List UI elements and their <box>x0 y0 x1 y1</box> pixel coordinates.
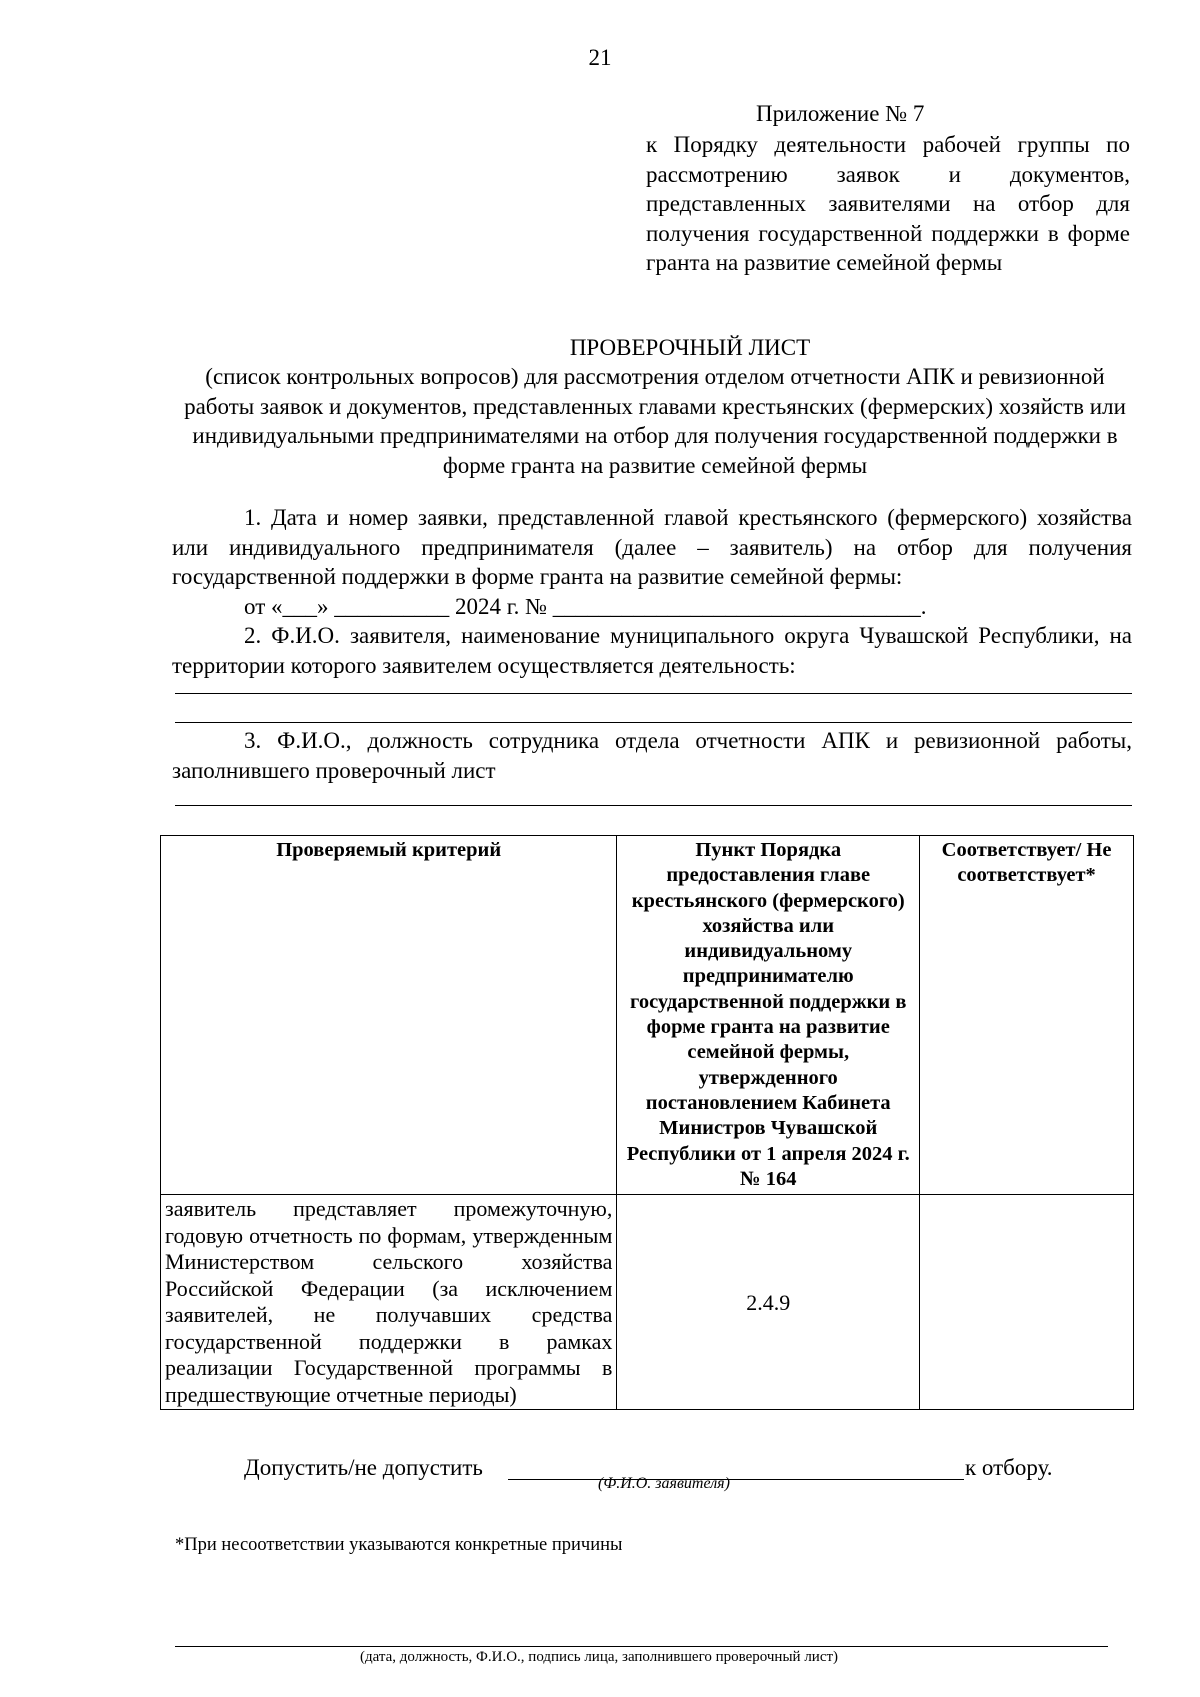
appendix-title: Приложение № 7 <box>756 101 925 126</box>
decision-applicant-line[interactable] <box>508 1479 964 1480</box>
item-2-answer-line-1[interactable] <box>175 693 1132 694</box>
appendix-body: к Порядку деятельности рабочей группы по рассмотрению заявок и документов, представленных заявителями на отбор для получения государственной поддержки в форме гранта на развитие семейной фермы <box>646 132 1130 275</box>
table-row <box>161 1195 1134 1410</box>
criterion-cell: заявитель представляет промежуточную, годовую отчетность по формам, утвержденным Министерством сельского хозяйства Российской Федерации (за исключением заявителей, не получавших средства государственной поддержки в рамках реализации Государственной программы в предшествующие отчетные периоды) <box>161 1195 617 1410</box>
footnote: *При несоответствии указываются конкретные причины <box>175 1535 623 1555</box>
item-2-answer-line-2[interactable] <box>175 722 1132 723</box>
document-title: ПРОВЕРОЧНЫЙ ЛИСТ <box>569 335 811 360</box>
header-procedure-point: Пункт Порядка предоставления главе крестьянского (фермерского) хозяйства или индивидуальному предпринимателю государственной поддержки в форме гранта на развитие семейной фермы, утвержденного постановлением Кабинета Министров Чувашской Республики от 1 апреля 2024 г. № 164 <box>617 836 920 1195</box>
item-3-answer-line[interactable] <box>175 805 1132 806</box>
procedure-point-cell: 2.4.9 <box>617 1195 920 1410</box>
applicant-caption: (Ф.И.О. заявителя) <box>598 1475 730 1492</box>
decision-label: Допустить/не допустить <box>244 1455 483 1480</box>
page-number: 21 <box>588 45 612 70</box>
header-compliance: Соответствует/ Не соответствует* <box>920 836 1134 1195</box>
decision-suffix: к отбору. <box>965 1455 1053 1480</box>
table-header-row <box>161 836 1134 1195</box>
item-3-text: 3. Ф.И.О., должность сотрудника отдела отчетности АПК и ревизионной работы, заполнившего проверочный лист <box>172 728 1132 783</box>
item-1-date-line: от «___» __________ 2024 г. № ________________________________. <box>244 594 927 619</box>
item-1-text: 1. Дата и номер заявки, представленной главой крестьянского (фермерского) хозяйства или индивидуального предпринимателя (далее – заявитель) на отбор для получения государственной поддержки в форме гранта на развитие семейной фермы: <box>172 505 1132 589</box>
item-2-text: 2. Ф.И.О. заявителя, наименование муниципального округа Чувашской Республики, на территории которого заявителем осуществляется деятельность: <box>172 623 1132 678</box>
header-criterion: Проверяемый критерий <box>161 836 617 1195</box>
document-subtitle: (список контрольных вопросов) для рассмотрения отделом отчетности АПК и ревизионной работы заявок и документов, представленных главами крестьянских (фермерских) хозяйств или индивидуальными предпринимателями на отбор для получения государственной поддержки в форме гранта на развитие семейной фермы <box>184 364 1126 478</box>
criteria-table <box>160 835 1134 1410</box>
signature-line[interactable] <box>175 1646 1108 1647</box>
compliance-cell[interactable] <box>920 1195 1134 1410</box>
signature-caption: (дата, должность, Ф.И.О., подпись лица, заполнившего проверочный лист) <box>360 1649 839 1665</box>
